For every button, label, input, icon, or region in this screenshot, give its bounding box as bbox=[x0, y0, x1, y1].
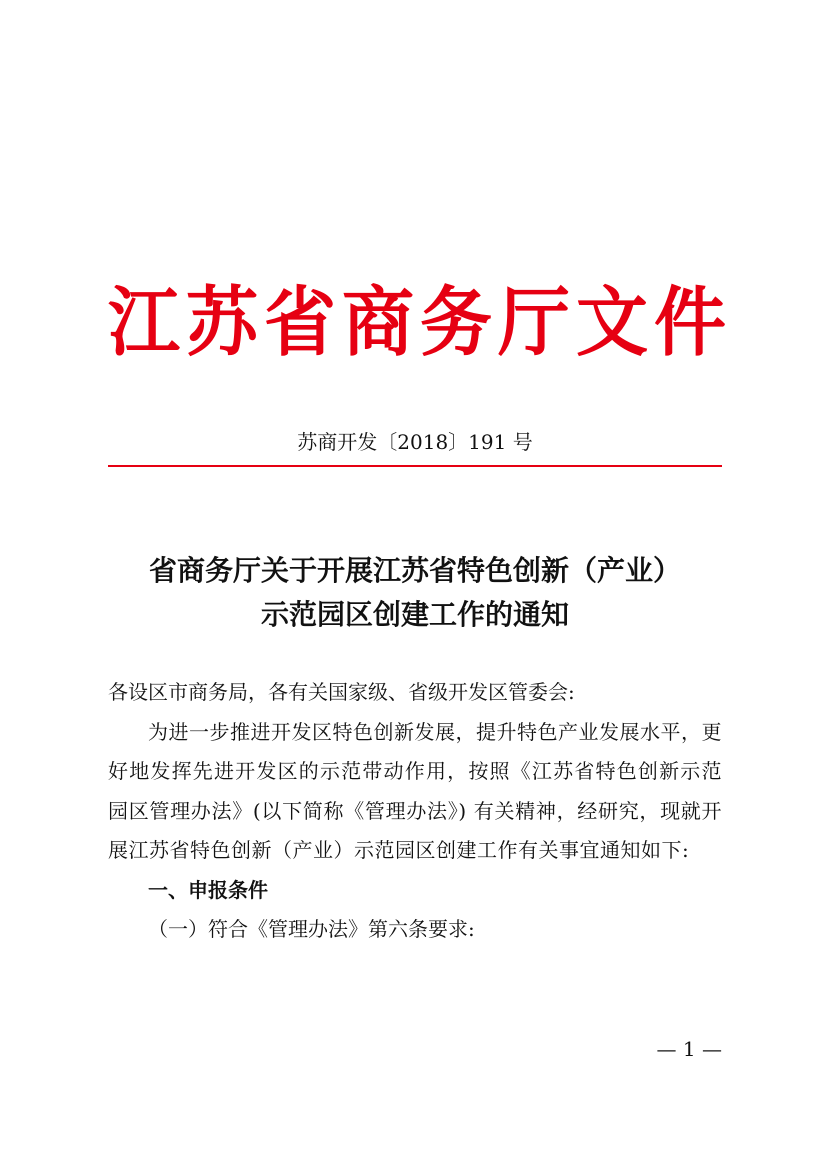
notice-title-line-2: 示范园区创建工作的通知 bbox=[260, 598, 569, 631]
red-divider-line bbox=[108, 465, 722, 467]
intro-paragraph: 为进一步推进开发区特色创新发展，提升特色产业发展水平，更好地发挥先进开发区的示范带动作用，按照《江苏省特色创新示范园区管理办法》(以下简称《管理办法》) 有关精神，经研究，现就开展江苏省特色创新（产业）示范园区创建工作有关事宜通知如下: bbox=[108, 719, 722, 862]
section-heading-application-conditions: 一、申报条件 bbox=[148, 877, 268, 902]
sub-item-1: （一）符合《管理办法》第六条要求: bbox=[148, 917, 475, 941]
notice-title bbox=[108, 549, 722, 637]
document-body bbox=[108, 673, 722, 950]
salutation: 各设区市商务局，各有关国家级、省级开发区管委会: bbox=[108, 680, 575, 704]
page-number: — 1 — bbox=[656, 1037, 722, 1061]
document-number: 苏商开发〔2018〕191 号 bbox=[297, 430, 533, 454]
document-header-title: 江苏省商务厅文件 bbox=[108, 276, 733, 367]
notice-title-line-1: 省商务厅关于开展江苏省特色创新（产业） bbox=[148, 554, 681, 587]
